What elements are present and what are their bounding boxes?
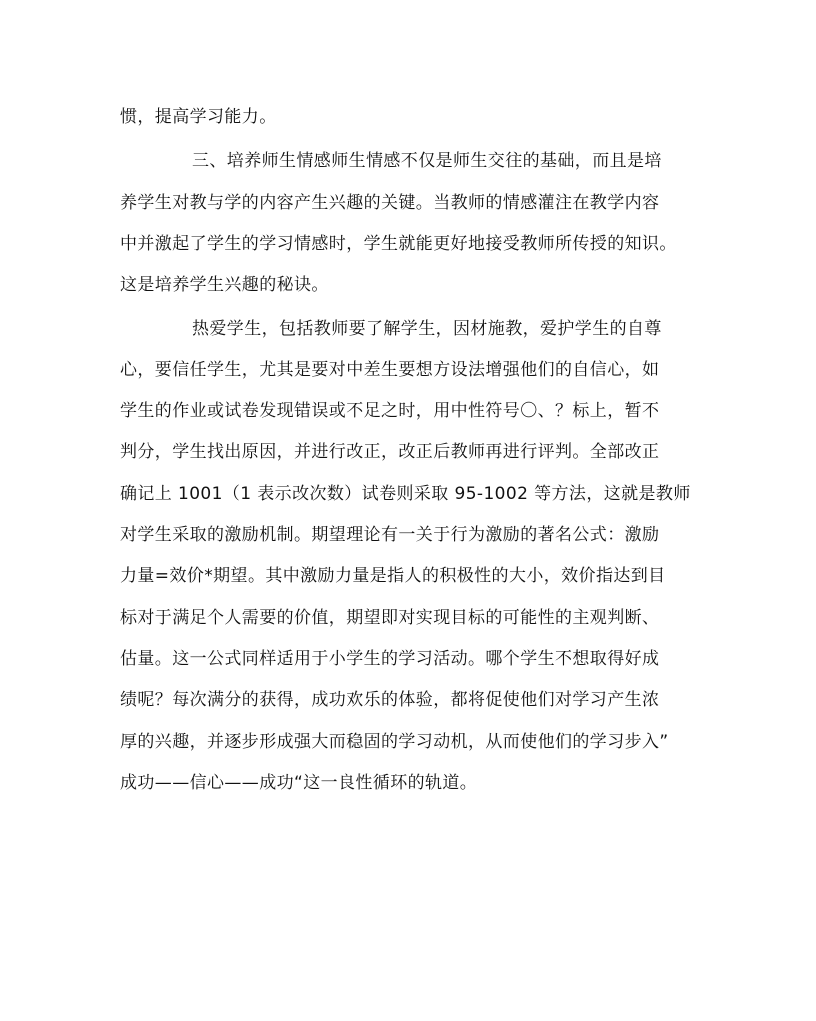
text-line: 学生的作业或试卷发现错误或不足之时，用中性符号〇、？标上，暂不	[120, 401, 660, 421]
text-line: 判分，学生找出原因，并进行改正，改正后教师再进行评判。全部改正	[120, 442, 660, 462]
paragraph-start-line: 热爱学生，包括教师要了解学生，因材施教，爱护学生的自尊	[192, 319, 662, 339]
text-line: 这是培养学生兴趣的秘诀。	[120, 275, 329, 295]
text-line: 心，要信任学生，尤其是要对中差生要想方设法增强他们的自信心，如	[120, 360, 660, 380]
text-line: 标对于满足个人需要的价值，期望即对实现目标的可能性的主观判断、	[120, 608, 660, 628]
text-line: 成功——信心——成功“这一良性循环的轨道。	[120, 773, 478, 793]
text-line: 绩呢？每次满分的获得，成功欢乐的体验，都将促使他们对学习产生浓	[120, 690, 660, 710]
text-line: 对学生采取的激励机制。期望理论有一关于行为激励的著名公式：激励	[120, 525, 660, 545]
text-line: 估量。这一公式同样适用于小学生的学习活动。哪个学生不想取得好成	[120, 649, 660, 669]
text-line: 力量=效价*期望。其中激励力量是指人的积极性的大小，效价指达到目	[120, 566, 666, 586]
text-line: 养学生对教与学的内容产生兴趣的关键。当教师的情感灌注在教学内容	[120, 193, 660, 213]
text-line: 确记上 1001（1 表示改次数）试卷则采取 95-1002 等方法，这就是教师	[120, 484, 691, 504]
text-line: 中并激起了学生的学习情感时，学生就能更好地接受教师所传授的知识。	[120, 234, 677, 254]
text-line: 厚的兴趣，并逐步形成强大而稳固的学习动机，从而使他们的学习步入”	[120, 732, 669, 752]
text-line: 惯，提高学习能力。	[120, 107, 277, 127]
paragraph-start-line: 三、培养师生情感师生情感不仅是师生交往的基础，而且是培	[192, 151, 662, 171]
